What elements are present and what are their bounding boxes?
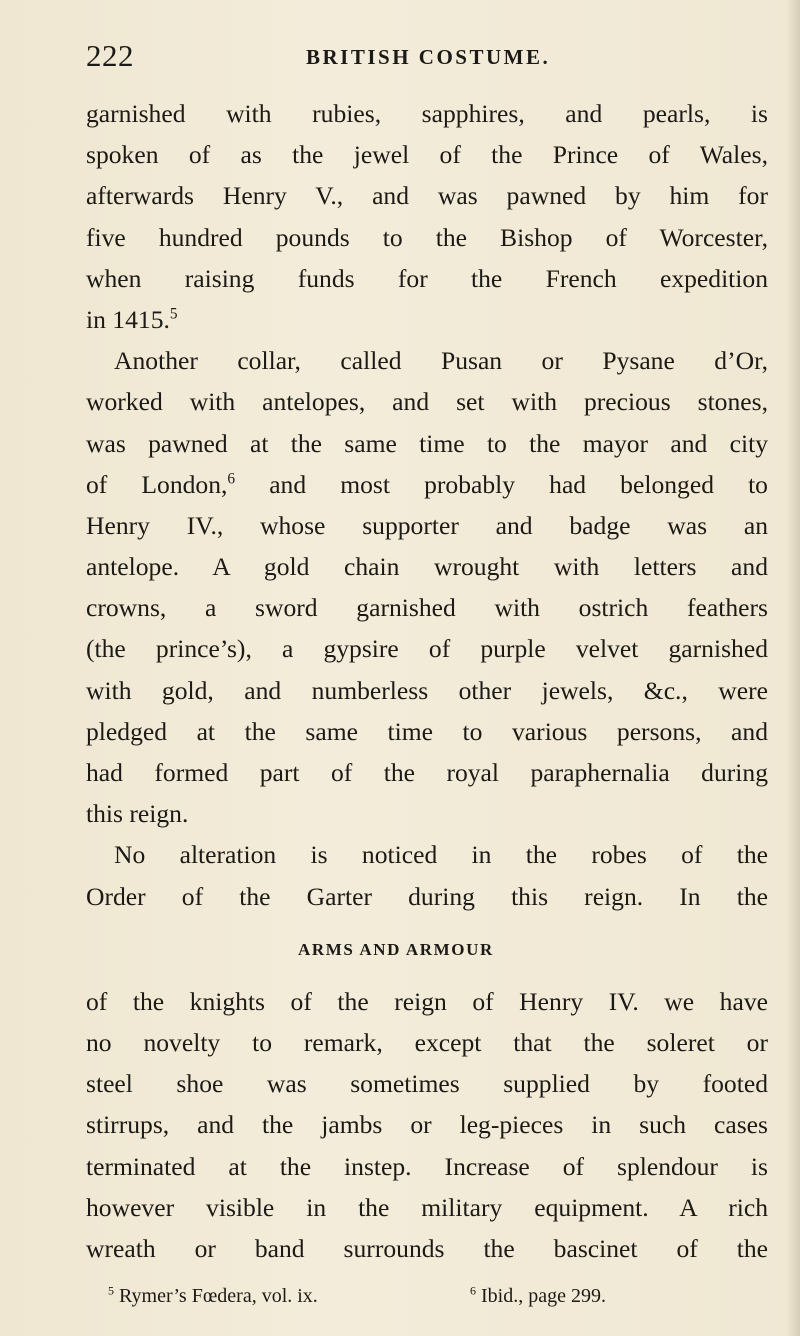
text-line: afterwards Henry V., and was pawned by him for bbox=[86, 181, 768, 211]
text-line: (the prince’s), a gypsire of purple velvet garnished bbox=[86, 634, 768, 664]
text-line: had formed part of the royal paraphernalia during bbox=[86, 758, 768, 787]
text-line: Order of the Garter during this reign. In the bbox=[86, 881, 768, 911]
text-line: wreath or band surrounds the bascinet of the bbox=[86, 1233, 768, 1263]
footnote-ref-6: 6 bbox=[227, 470, 236, 488]
text-line: when raising funds for the French expedition bbox=[86, 263, 768, 293]
text-line: this reign. bbox=[86, 799, 189, 829]
text-line: stirrups, and the jambs or leg-pieces in such cases bbox=[86, 1110, 768, 1140]
text-line: steel shoe was sometimes supplied by footed bbox=[86, 1069, 768, 1099]
text-line: Henry IV., whose supporter and badge was an bbox=[86, 510, 768, 540]
text-line: was pawned at the same time to the mayor and city bbox=[86, 428, 768, 458]
text-line: spoken of as the jewel of the Prince of Wales, bbox=[86, 140, 768, 170]
text-line: antelope. A gold chain wrought with letters and bbox=[86, 552, 768, 582]
text-line: No alteration is noticed in the robes of the bbox=[114, 840, 768, 870]
section-heading: ARMS AND ARMOUR bbox=[298, 939, 494, 959]
footnote-text-5: Rymer’s Fœdera, vol. ix. bbox=[114, 1285, 318, 1307]
text-line: Another collar, called Pusan or Pysane d’Or, bbox=[114, 346, 768, 376]
text-fragment: of London, bbox=[86, 469, 228, 499]
page-number: 222 bbox=[86, 38, 134, 73]
text-line bbox=[86, 464, 768, 505]
footnote-ref-5: 5 bbox=[169, 305, 178, 323]
footnotes bbox=[108, 1278, 748, 1314]
footnote-mark-6: 6 bbox=[470, 1283, 476, 1298]
page-edge-shadow bbox=[786, 0, 800, 1336]
text-line: no novelty to remark, except that the soleret or bbox=[86, 1027, 768, 1057]
text-line: crowns, a sword garnished with ostrich feathers bbox=[86, 593, 768, 623]
footnote-6 bbox=[470, 1278, 606, 1314]
text-line: worked with antelopes, and set with precious stones, bbox=[86, 387, 768, 417]
footnote-5 bbox=[108, 1278, 318, 1314]
body-text bbox=[86, 93, 768, 1269]
text-fragment: in 1415. bbox=[86, 304, 170, 334]
text-line: five hundred pounds to the Bishop of Worcester, bbox=[86, 222, 768, 252]
text-fragment: and most probably had belonged to bbox=[235, 469, 768, 499]
text-line: of the knights of the reign of Henry IV. we have bbox=[86, 986, 768, 1016]
running-head bbox=[86, 36, 746, 76]
text-line: terminated at the instep. Increase of splendour is bbox=[86, 1151, 768, 1181]
footnote-text-6: Ibid., page 299. bbox=[476, 1285, 606, 1307]
text-line: pledged at the same time to various persons, and bbox=[86, 716, 768, 746]
text-line: garnished with rubies, sapphires, and pearls, is bbox=[86, 99, 768, 128]
text-line bbox=[86, 299, 768, 340]
text-line: with gold, and numberless other jewels, &c., were bbox=[86, 675, 768, 705]
footnote-mark-5: 5 bbox=[108, 1283, 114, 1298]
running-title: BRITISH COSTUME. bbox=[306, 45, 551, 69]
text-line: however visible in the military equipment. A rich bbox=[86, 1192, 768, 1222]
